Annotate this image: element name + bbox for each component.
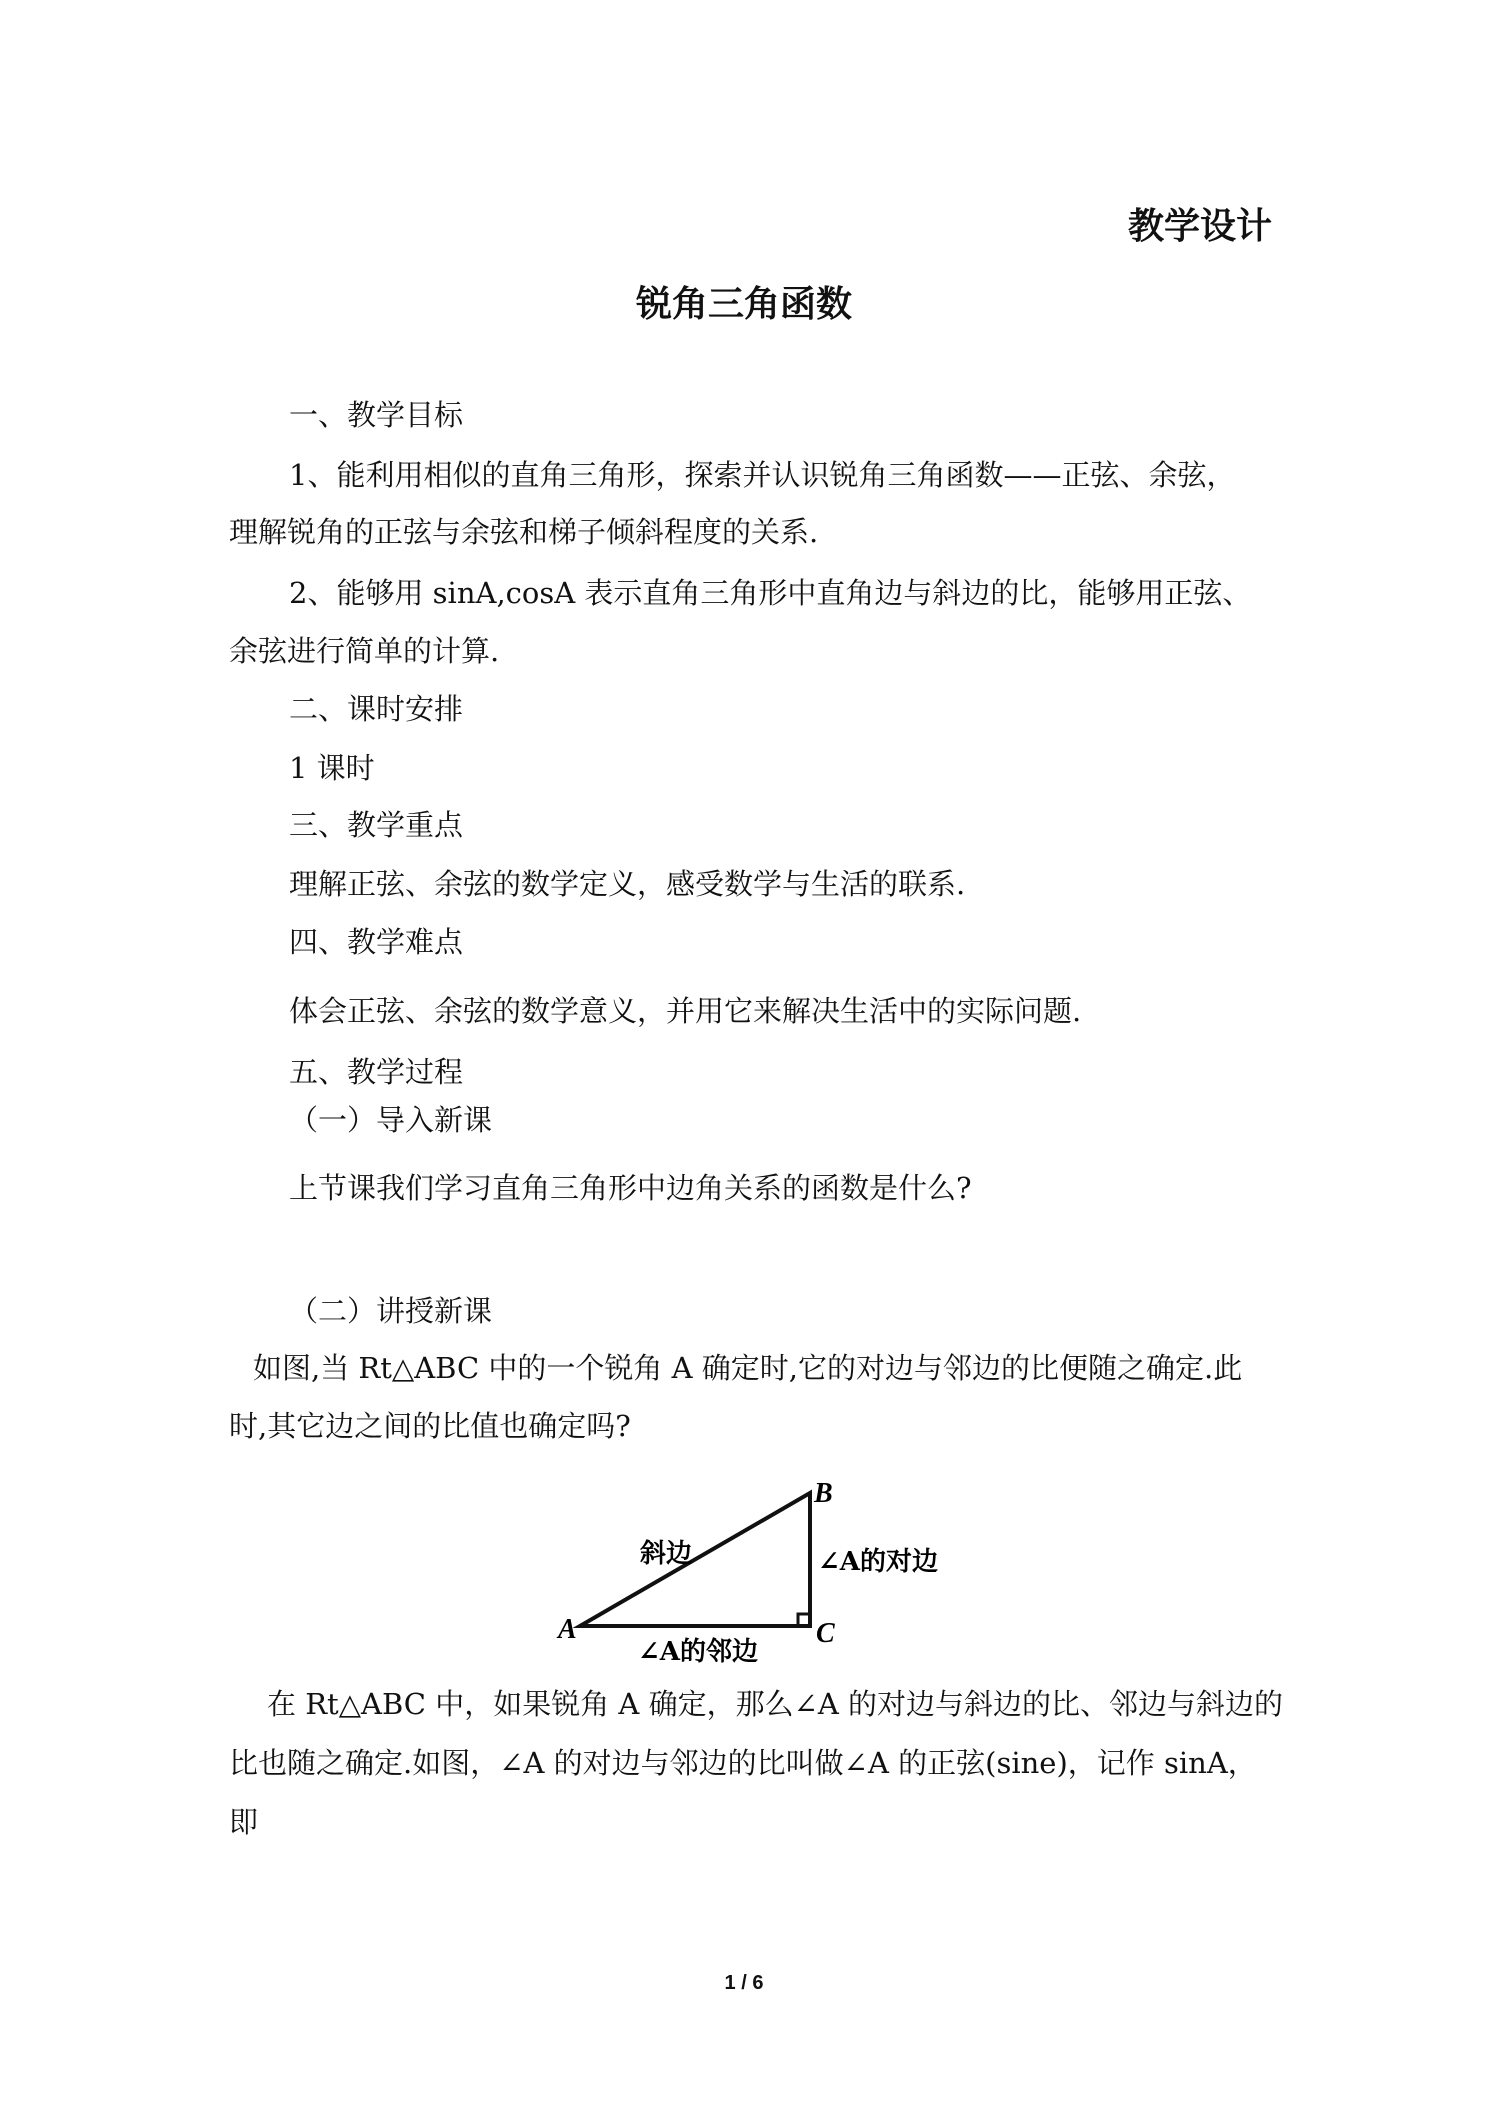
definition-para-line-2: 比也随之确定.如图，∠A 的对边与邻边的比叫做∠A 的正弦(sine)，记作 sinA， bbox=[229, 1746, 1257, 1780]
objectives-heading: 一、教学目标 bbox=[289, 398, 464, 432]
schedule-heading: 二、课时安排 bbox=[289, 692, 464, 726]
page-number: 1 / 6 bbox=[724, 1972, 764, 1994]
key-points-heading: 三、教学重点 bbox=[289, 808, 464, 842]
intro-text: 上节课我们学习直角三角形中边角关系的函数是什么? bbox=[289, 1171, 972, 1205]
new-lesson-heading: （二）讲授新课 bbox=[289, 1294, 493, 1328]
intro-heading: （一）导入新课 bbox=[289, 1103, 493, 1137]
definition-para-line-3: 即 bbox=[229, 1805, 259, 1839]
objective-2-line-1: 2、能够用 sinA,cosA 表示直角三角形中直角边与斜边的比，能够用正弦、 bbox=[289, 576, 1252, 610]
new-lesson-text-line-1: 如图,当 Rt△ABC 中的一个锐角 A 确定时,它的对边与邻边的比便随之确定.此 bbox=[253, 1351, 1243, 1385]
hypotenuse-label: 斜边 bbox=[640, 1539, 693, 1569]
objective-2-line-2: 余弦进行简单的计算. bbox=[229, 634, 500, 668]
definition-para-line-1: 在 Rt△ABC 中，如果锐角 A 确定，那么∠A 的对边与斜边的比、邻边与斜边的 bbox=[267, 1687, 1284, 1721]
difficulty-heading: 四、教学难点 bbox=[289, 925, 464, 959]
adjacent-side-label: ∠A的邻边 bbox=[638, 1637, 758, 1667]
process-heading: 五、教学过程 bbox=[289, 1055, 464, 1089]
difficulty-text: 体会正弦、余弦的数学意义，并用它来解决生活中的实际问题. bbox=[289, 994, 1082, 1028]
vertex-c-label: C bbox=[816, 1618, 835, 1649]
new-lesson-text-line-2: 时,其它边之间的比值也确定吗? bbox=[229, 1409, 631, 1443]
objective-1-line-2: 理解锐角的正弦与余弦和梯子倾斜程度的关系. bbox=[229, 515, 819, 549]
key-points-text: 理解正弦、余弦的数学定义，感受数学与生活的联系. bbox=[289, 867, 966, 901]
document-type-label: 教学设计 bbox=[1127, 205, 1272, 247]
schedule-text: 1 课时 bbox=[289, 751, 375, 785]
document-title: 锐角三角函数 bbox=[635, 283, 852, 325]
triangle-shape bbox=[580, 1493, 810, 1626]
vertex-b-label: B bbox=[814, 1478, 833, 1509]
vertex-a-label: A bbox=[558, 1614, 577, 1645]
objective-1-line-1: 1、能利用相似的直角三角形，探索并认识锐角三角函数——正弦、余弦， bbox=[289, 458, 1236, 492]
opposite-side-label: ∠A的对边 bbox=[818, 1547, 938, 1577]
right-triangle-figure bbox=[550, 1478, 970, 1668]
